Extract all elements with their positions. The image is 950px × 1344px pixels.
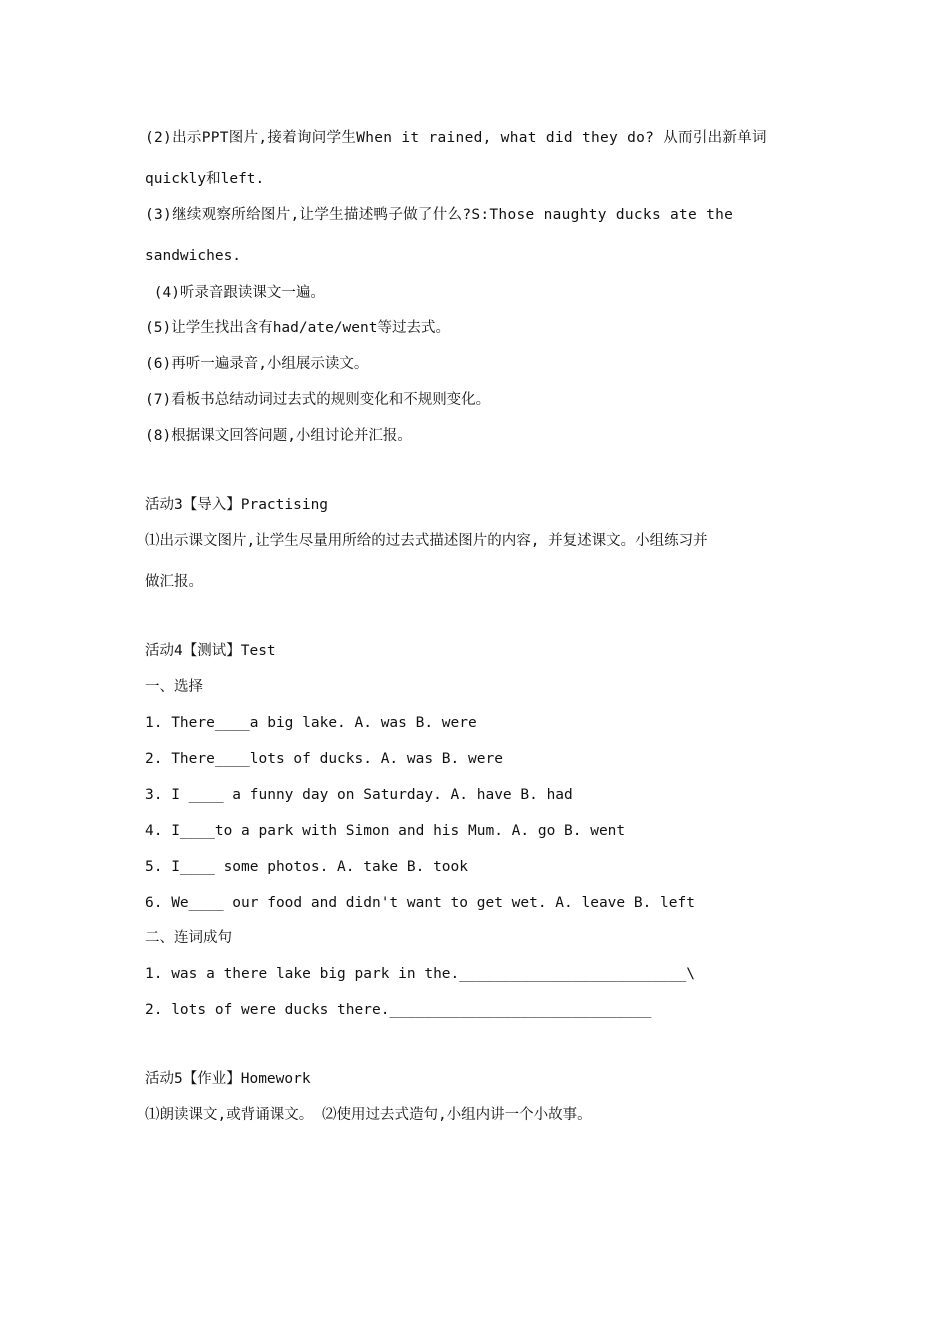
activity-4-section-choice: 一、选择 (145, 679, 203, 695)
intro-step-4: (4)听录音跟读课文一遍。 (145, 285, 325, 301)
intro-step-5: (5)让学生找出含有had/ate/went等过去式。 (145, 320, 450, 336)
intro-step-2-line-1: (2)出示PPT图片,接着询问学生When it rained, what did they do? 从而引出新单词 (145, 130, 767, 146)
question-6: 6. We____ our food and didn't want to get wet. A. leave B. left (145, 895, 695, 911)
activity-3-heading: 活动3【导入】Practising (145, 497, 329, 513)
question-1: 1. There____a big lake. A. was B. were (145, 715, 477, 731)
intro-step-6: (6)再听一遍录音,小组展示读文。 (145, 356, 369, 372)
intro-step-7: (7)看板书总结动词过去式的规则变化和不规则变化。 (145, 392, 491, 408)
question-5: 5. I____ some photos. A. take B. took (145, 859, 469, 875)
question-3: 3. I ____ a funny day on Saturday. A. have B. had (145, 787, 573, 803)
activity-5-heading: 活动5【作业】Homework (145, 1071, 311, 1087)
sentence-2: 2. lots of were ducks there.______________________________ (145, 1002, 652, 1018)
activity-4-heading: 活动4【测试】Test (145, 643, 276, 659)
activity-3-paragraph-line-2: 做汇报。 (145, 574, 203, 590)
question-4: 4. I____to a park with Simon and his Mum. A. go B. went (145, 823, 626, 839)
sentence-1: 1. was a there lake big park in the.__________________________\ (145, 966, 695, 982)
activity-4-section-sentence: 二、连词成句 (145, 930, 232, 946)
intro-step-3-line-1: (3)继续观察所给图片,让学生描述鸭子做了什么?S:Those naughty ducks ate the (145, 207, 734, 223)
activity-5-paragraph: ⑴朗读课文,或背诵课文。 ⑵使用过去式造句,小组内讲一个小故事。 (145, 1107, 592, 1123)
intro-step-3-line-2: sandwiches. (145, 248, 242, 264)
intro-step-2-line-2: quickly和left. (145, 171, 265, 187)
question-2: 2. There____lots of ducks. A. was B. were (145, 751, 503, 767)
activity-3-paragraph-line-1: ⑴出示课文图片,让学生尽量用所给的过去式描述图片的内容, 并复述课文。小组练习并 (145, 533, 708, 549)
intro-step-8: (8)根据课文回答问题,小组讨论并汇报。 (145, 428, 412, 444)
